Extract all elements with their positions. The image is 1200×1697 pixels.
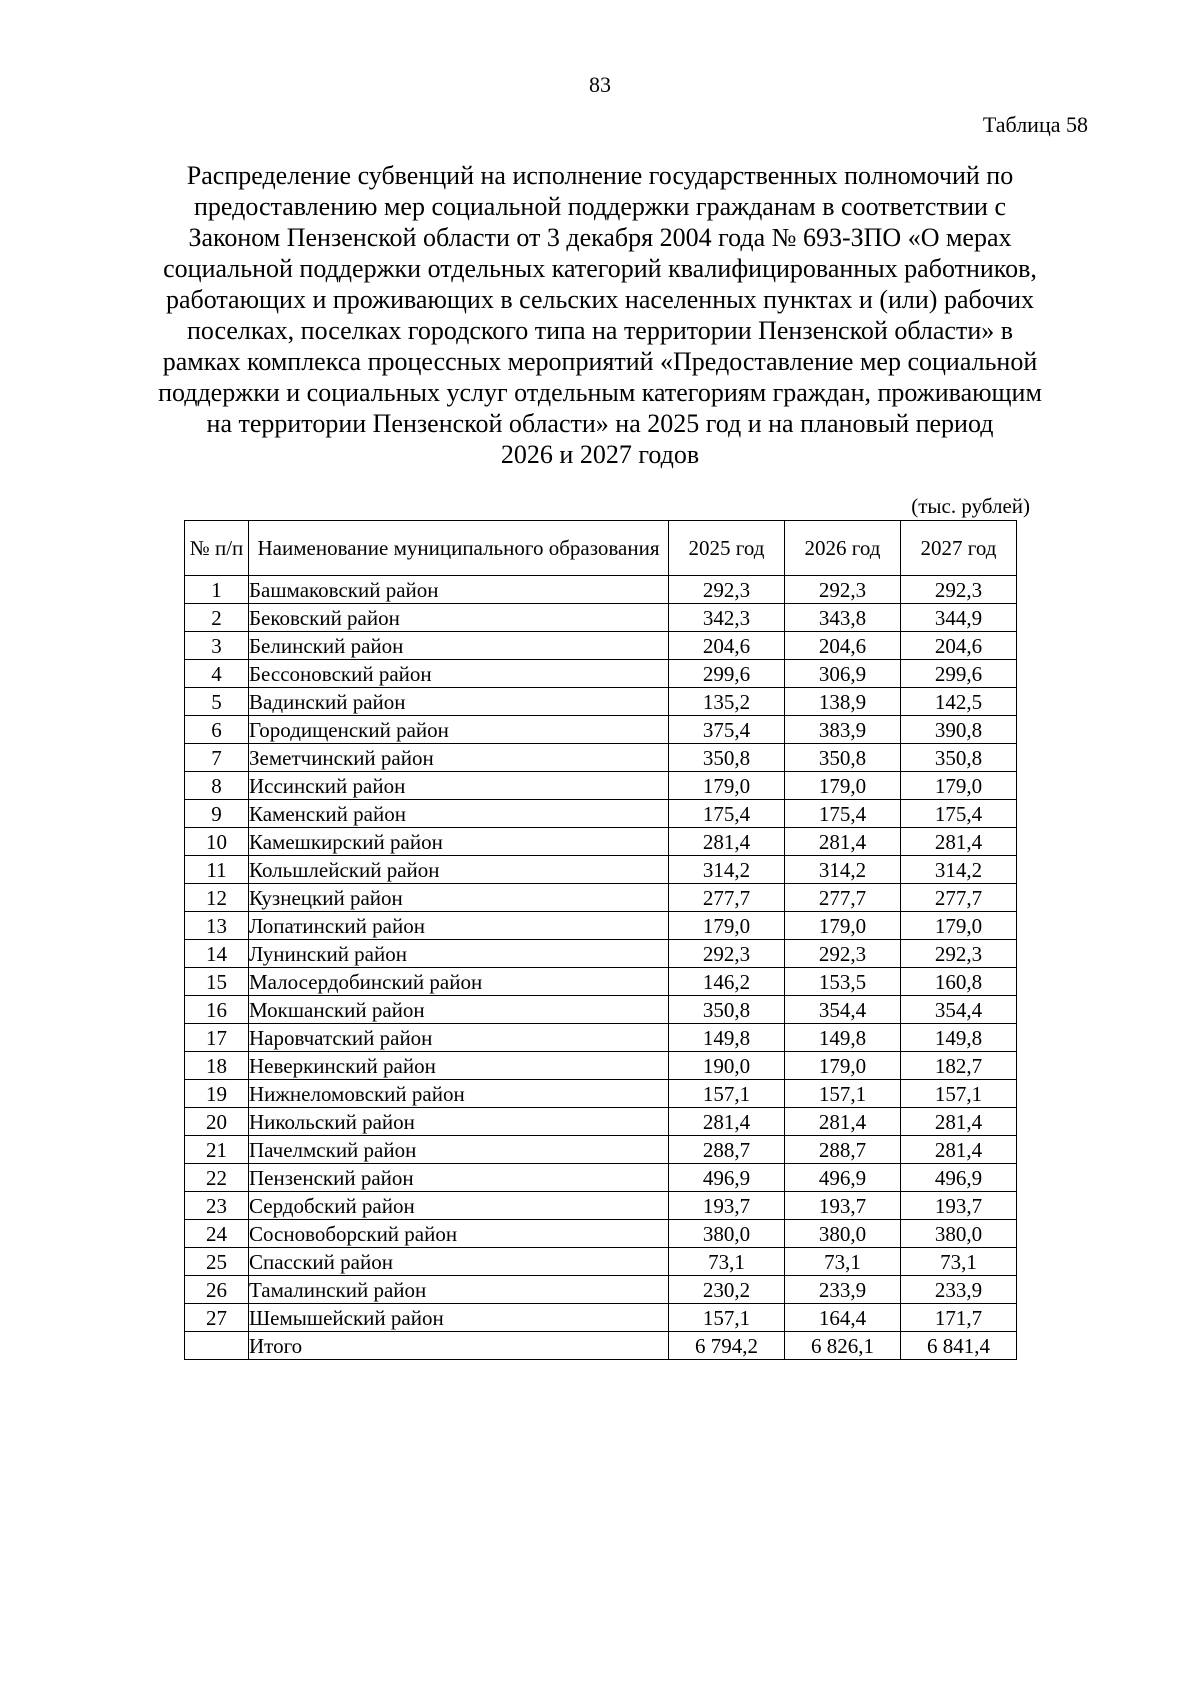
table-row: [185, 856, 1017, 884]
cell-2026: 288,7: [785, 1136, 901, 1164]
title-line: 2026 и 2027 годов: [500, 440, 700, 469]
cell-2025: 380,0: [669, 1220, 785, 1248]
cell-2025: 277,7: [669, 884, 785, 912]
cell-2027: 354,4: [901, 996, 1017, 1024]
cell-2027: 233,9: [901, 1276, 1017, 1304]
cell-2027: 142,5: [901, 688, 1017, 716]
cell-num: 7: [185, 744, 249, 772]
title-line: поселках, поселках городского типа на территории Пензенской области» в: [186, 316, 1014, 345]
cell-2027: 299,6: [901, 660, 1017, 688]
cell-num: 25: [185, 1248, 249, 1276]
cell-2027: 281,4: [901, 828, 1017, 856]
table-row: [185, 772, 1017, 800]
cell-num: 19: [185, 1080, 249, 1108]
cell-municipality: Лунинский район: [249, 940, 669, 968]
table-row: [185, 576, 1017, 604]
cell-2025: 157,1: [669, 1080, 785, 1108]
cell-municipality: Шемышейский район: [249, 1304, 669, 1332]
title-line: социальной поддержки отдельных категорий квалифицированных работников,: [163, 254, 1037, 283]
table-row: [185, 1304, 1017, 1332]
table-row: [185, 940, 1017, 968]
cell-num: 12: [185, 884, 249, 912]
cell-2026: 73,1: [785, 1248, 901, 1276]
cell-num: 10: [185, 828, 249, 856]
cell-municipality: Лопатинский район: [249, 912, 669, 940]
table-row: [185, 1192, 1017, 1220]
cell-2025: 288,7: [669, 1136, 785, 1164]
cell-2027: 350,8: [901, 744, 1017, 772]
cell-municipality: Нижнеломовский район: [249, 1080, 669, 1108]
title-line: рамках комплекса процессных мероприятий «Предоставление мер социальной: [162, 347, 1038, 376]
cell-num: 13: [185, 912, 249, 940]
cell-2025: 179,0: [669, 772, 785, 800]
table-row: [185, 884, 1017, 912]
cell-2027: 277,7: [901, 884, 1017, 912]
title-line: Законом Пензенской области от 3 декабря 2004 года № 693-ЗПО «О мерах: [188, 223, 1012, 252]
cell-municipality: Наровчатский район: [249, 1024, 669, 1052]
cell-municipality: Земетчинский район: [249, 744, 669, 772]
cell-2026: 306,9: [785, 660, 901, 688]
table-body: [185, 576, 1017, 1360]
cell-2027: 292,3: [901, 940, 1017, 968]
table-label: Таблица 58: [982, 112, 1088, 137]
table-row: [185, 1220, 1017, 1248]
cell-municipality: Тамалинский район: [249, 1276, 669, 1304]
table-row: [185, 1136, 1017, 1164]
cell-2026: 175,4: [785, 800, 901, 828]
cell-2026: 350,8: [785, 744, 901, 772]
cell-2027: 281,4: [901, 1136, 1017, 1164]
cell-2026: 157,1: [785, 1080, 901, 1108]
cell-num: 20: [185, 1108, 249, 1136]
cell-2026: 354,4: [785, 996, 901, 1024]
cell-2025: 342,3: [669, 604, 785, 632]
header-num: № п/п: [185, 521, 249, 576]
table-row: [185, 1276, 1017, 1304]
cell-2025: 350,8: [669, 744, 785, 772]
cell-municipality: Кольшлейский район: [249, 856, 669, 884]
cell-2027: 149,8: [901, 1024, 1017, 1052]
cell-municipality: Мокшанский район: [249, 996, 669, 1024]
cell-municipality: Бековский район: [249, 604, 669, 632]
cell-2027: 160,8: [901, 968, 1017, 996]
cell-num: 4: [185, 660, 249, 688]
cell-2025: 175,4: [669, 800, 785, 828]
title-line: на территории Пензенской области» на 2025 год и на плановый период: [206, 409, 994, 438]
title-line: работающих и проживающих в сельских населенных пунктах и (или) рабочих: [165, 285, 1035, 314]
cell-2025: 204,6: [669, 632, 785, 660]
title-line: предоставлению мер социальной поддержки гражданам в соответствии с: [194, 192, 1006, 221]
cell-2026: 233,9: [785, 1276, 901, 1304]
cell-2025: 73,1: [669, 1248, 785, 1276]
cell-municipality: Пензенский район: [249, 1164, 669, 1192]
cell-2027: 204,6: [901, 632, 1017, 660]
cell-2025: 314,2: [669, 856, 785, 884]
table-row: [185, 660, 1017, 688]
cell-2025: 496,9: [669, 1164, 785, 1192]
cell-2025: 292,3: [669, 940, 785, 968]
cell-2026: 314,2: [785, 856, 901, 884]
cell-2026: 149,8: [785, 1024, 901, 1052]
cell-2027: 73,1: [901, 1248, 1017, 1276]
cell-2026: 496,9: [785, 1164, 901, 1192]
cell-2027: 179,0: [901, 912, 1017, 940]
cell-municipality: Иссинский район: [249, 772, 669, 800]
table-row: [185, 1052, 1017, 1080]
cell-2027: 179,0: [901, 772, 1017, 800]
cell-2027: 292,3: [901, 576, 1017, 604]
table-row: [185, 1080, 1017, 1108]
cell-num: 15: [185, 968, 249, 996]
cell-2026: 281,4: [785, 828, 901, 856]
cell-2027: 390,8: [901, 716, 1017, 744]
cell-2025: 292,3: [669, 576, 785, 604]
table-row: [185, 996, 1017, 1024]
cell-2026: 179,0: [785, 912, 901, 940]
subvention-table: [184, 520, 1017, 1360]
cell-2025: 281,4: [669, 1108, 785, 1136]
cell-2026: 383,9: [785, 716, 901, 744]
cell-num: 26: [185, 1276, 249, 1304]
cell-num: 27: [185, 1304, 249, 1332]
cell-2026: 380,0: [785, 1220, 901, 1248]
cell-2025: 190,0: [669, 1052, 785, 1080]
cell-2026: 292,3: [785, 940, 901, 968]
cell-2025: 157,1: [669, 1304, 785, 1332]
cell-2027: 175,4: [901, 800, 1017, 828]
cell-2026: 277,7: [785, 884, 901, 912]
cell-municipality: Итого: [249, 1332, 669, 1360]
header-2027: 2027 год: [901, 521, 1017, 576]
cell-2025: 281,4: [669, 828, 785, 856]
cell-2027: 182,7: [901, 1052, 1017, 1080]
cell-2026: 138,9: [785, 688, 901, 716]
cell-2027: 380,0: [901, 1220, 1017, 1248]
cell-2026: 292,3: [785, 576, 901, 604]
table-row: [185, 828, 1017, 856]
cell-2025: 146,2: [669, 968, 785, 996]
cell-2025: 193,7: [669, 1192, 785, 1220]
table-row: [185, 744, 1017, 772]
cell-num: 14: [185, 940, 249, 968]
cell-num: [185, 1332, 249, 1360]
cell-num: 18: [185, 1052, 249, 1080]
cell-2026: 343,8: [785, 604, 901, 632]
cell-municipality: Сердобский район: [249, 1192, 669, 1220]
cell-2025: 135,2: [669, 688, 785, 716]
cell-num: 23: [185, 1192, 249, 1220]
cell-num: 5: [185, 688, 249, 716]
table-row: [185, 1024, 1017, 1052]
cell-num: 17: [185, 1024, 249, 1052]
cell-num: 16: [185, 996, 249, 1024]
table-row: [185, 688, 1017, 716]
cell-municipality: Вадинский район: [249, 688, 669, 716]
table-row: [185, 912, 1017, 940]
cell-2026: 281,4: [785, 1108, 901, 1136]
cell-2027: 171,7: [901, 1304, 1017, 1332]
cell-num: 3: [185, 632, 249, 660]
cell-num: 24: [185, 1220, 249, 1248]
table-row: [185, 1248, 1017, 1276]
cell-2026: 6 826,1: [785, 1332, 901, 1360]
cell-2025: 179,0: [669, 912, 785, 940]
cell-municipality: Бессоновский район: [249, 660, 669, 688]
cell-2025: 230,2: [669, 1276, 785, 1304]
cell-2027: 6 841,4: [901, 1332, 1017, 1360]
cell-2025: 375,4: [669, 716, 785, 744]
cell-2026: 193,7: [785, 1192, 901, 1220]
cell-2026: 179,0: [785, 772, 901, 800]
cell-municipality: Спасский район: [249, 1248, 669, 1276]
cell-municipality: Малосердобинский район: [249, 968, 669, 996]
table-row: [185, 604, 1017, 632]
table-row: [185, 1164, 1017, 1192]
units-label: (тыс. рублей): [911, 494, 1030, 518]
cell-num: 2: [185, 604, 249, 632]
document-title: [110, 160, 1090, 470]
cell-2027: 496,9: [901, 1164, 1017, 1192]
cell-num: 8: [185, 772, 249, 800]
total-row: [185, 1332, 1017, 1360]
cell-municipality: Кузнецкий район: [249, 884, 669, 912]
header-2026: 2026 год: [785, 521, 901, 576]
cell-2026: 179,0: [785, 1052, 901, 1080]
cell-num: 21: [185, 1136, 249, 1164]
cell-num: 1: [185, 576, 249, 604]
cell-2027: 193,7: [901, 1192, 1017, 1220]
cell-municipality: Башмаковский район: [249, 576, 669, 604]
cell-municipality: Белинский район: [249, 632, 669, 660]
table-row: [185, 716, 1017, 744]
cell-num: 11: [185, 856, 249, 884]
header-name: Наименование муниципального образования: [249, 521, 669, 576]
cell-num: 22: [185, 1164, 249, 1192]
cell-2025: 149,8: [669, 1024, 785, 1052]
cell-municipality: Каменский район: [249, 800, 669, 828]
cell-num: 9: [185, 800, 249, 828]
cell-2025: 350,8: [669, 996, 785, 1024]
cell-num: 6: [185, 716, 249, 744]
header-2025: 2025 год: [669, 521, 785, 576]
cell-2026: 204,6: [785, 632, 901, 660]
cell-2025: 299,6: [669, 660, 785, 688]
table-row: [185, 1108, 1017, 1136]
cell-2027: 344,9: [901, 604, 1017, 632]
cell-municipality: Городищенский район: [249, 716, 669, 744]
cell-municipality: Камешкирский район: [249, 828, 669, 856]
table-row: [185, 968, 1017, 996]
cell-2027: 157,1: [901, 1080, 1017, 1108]
cell-municipality: Сосновоборский район: [249, 1220, 669, 1248]
table-row: [185, 800, 1017, 828]
cell-2027: 314,2: [901, 856, 1017, 884]
title-line: Распределение субвенций на исполнение государственных полномочий по: [186, 161, 1014, 190]
cell-2026: 153,5: [785, 968, 901, 996]
title-line: поддержки и социальных услуг отдельным категориям граждан, проживающим: [158, 378, 1042, 407]
cell-2026: 164,4: [785, 1304, 901, 1332]
cell-2027: 281,4: [901, 1108, 1017, 1136]
page-number: 83: [589, 72, 611, 97]
table-row: [185, 632, 1017, 660]
cell-municipality: Неверкинский район: [249, 1052, 669, 1080]
cell-municipality: Никольский район: [249, 1108, 669, 1136]
table-header-row: [185, 521, 1017, 576]
cell-municipality: Пачелмский район: [249, 1136, 669, 1164]
cell-2025: 6 794,2: [669, 1332, 785, 1360]
